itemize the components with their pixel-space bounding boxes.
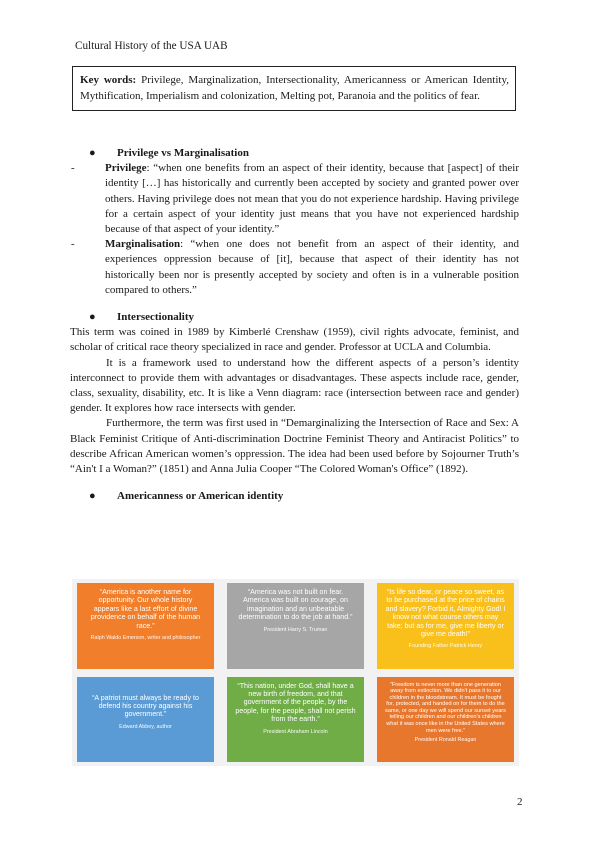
quote-attribution: Ralph Waldo Emerson, writer and philosopher	[90, 635, 201, 642]
keywords-label: Key words:	[80, 74, 137, 86]
section-heading-privilege	[75, 146, 519, 161]
bullet-icon: ●	[89, 490, 96, 503]
quote-card	[377, 677, 514, 763]
paragraph: It is a framework used to understand how the different aspects of a person’s identity interconnect to provide them with advantages or disadvantages. These aspects include race, gender, class, sexuality, disability, etc. It is like a Venn diagram: race (intersection between race and gender) gender. It explores how race intersects with gender.	[70, 356, 519, 415]
quote-card	[77, 677, 214, 763]
keywords-text: Privilege, Marginalization, Intersectionality, Americanness or American Identity, Mythification, Imperialism and colonization, Melting pot, Paranoia and the politics of fear.	[80, 74, 509, 102]
section-title: Americanness or American identity	[117, 490, 284, 503]
quote-card	[227, 677, 364, 763]
main-content	[70, 146, 519, 504]
section-title: Privilege vs Marginalisation	[117, 147, 249, 159]
dash-marker: -	[71, 162, 75, 175]
quote-card	[77, 583, 214, 669]
quote-attribution: President Abraham Lincoln	[263, 728, 328, 735]
quote-card	[377, 583, 514, 669]
definition-privilege	[71, 161, 519, 237]
bullet-icon: ●	[89, 311, 96, 324]
definition-text: : “when one benefits from an aspect of their identity, because that [aspect] of their identity […] has historically and currently been accepted by society and granted power over others. Having privilege does not mean that you do not experience hardship. Having privilege for a certain aspect of your identity just means that you have not experienced hardship because of that aspect of your identity.”	[105, 162, 519, 236]
quote-attribution: Edward Abbey, author	[119, 723, 172, 730]
section-heading-intersectionality	[75, 310, 519, 325]
quote-text: “America was not built on fear. America was built on courage, on imagination and an unbeatable determination to do the job at hand.”	[238, 588, 353, 622]
quote-card	[227, 583, 364, 669]
quote-attribution: President Ronald Reagan	[414, 737, 477, 744]
quote-text: “Freedom is never more than one generation away from extinction. We didn't pass it to our children in the bloodstream. It must be fought for, protected, and handed on for them to do the same, or one day we will spend our sunset years telling our children and our children's children what it was once like in the United States where men were free.”	[385, 681, 506, 734]
quote-text: “America is another name for opportunity. Our whole history appears like a last effort of divine providence on behalf of the human race.”	[90, 588, 201, 630]
paragraph: Furthermore, the term was first used in “Demarginalizing the Intersection of Race and Sex: A Black Feminist Critique of Anti-discrimination Doctrine Feminist Theory and Antiracist Politics” to describe African American women’s oppression. The idea had been used before by Sojourner Truth’s “Ain't I a Woman?” (1851) and Anna Julia Cooper “The Colored Woman's Office” (1892).	[70, 417, 519, 476]
keywords-box	[72, 66, 516, 111]
definition-marginalisation	[71, 237, 519, 298]
quotes-image	[72, 579, 519, 766]
definition-text: : “when one does not benefit from an aspect of their identity, and experiences oppression because of [it], because that aspect of their identity has not historically been nor is presently accepted by society and often is in a vulnerable position compared to others.”	[105, 238, 519, 296]
quote-text: “Is life so dear, or peace so sweet, as to be purchased at the price of chains and slavery? Forbid it, Almighty God! I know not what course others may take; but as for me, give me liberty or give me death!”	[385, 588, 506, 639]
dash-marker: -	[71, 238, 75, 251]
quote-text: “A patriot must always be ready to defend his country against his government.”	[92, 693, 199, 719]
section-heading-americanness	[75, 489, 519, 504]
quote-text: “This nation, under God, shall have a new birth of freedom, and that government of the people, by the people, for the people, shall not perish from the earth.”	[235, 681, 356, 724]
quote-attribution: President Harry S. Truman	[263, 626, 328, 633]
term-privilege: Privilege	[105, 162, 147, 175]
page-header: Cultural History of the USA UAB	[75, 40, 228, 52]
term-marginalisation: Marginalisation	[105, 238, 181, 251]
page-number: 2	[517, 796, 523, 808]
section-title: Intersectionality	[117, 311, 194, 324]
bullet-icon: ●	[89, 147, 96, 159]
quote-attribution: Founding Father Patrick Henry	[408, 643, 483, 650]
paragraph: This term was coined in 1989 by Kimberlé Crenshaw (1959), civil rights advocate, feminist, and scholar of critical race theory specialized in race and gender. Professor at UCLA and Columbia.	[70, 326, 519, 354]
